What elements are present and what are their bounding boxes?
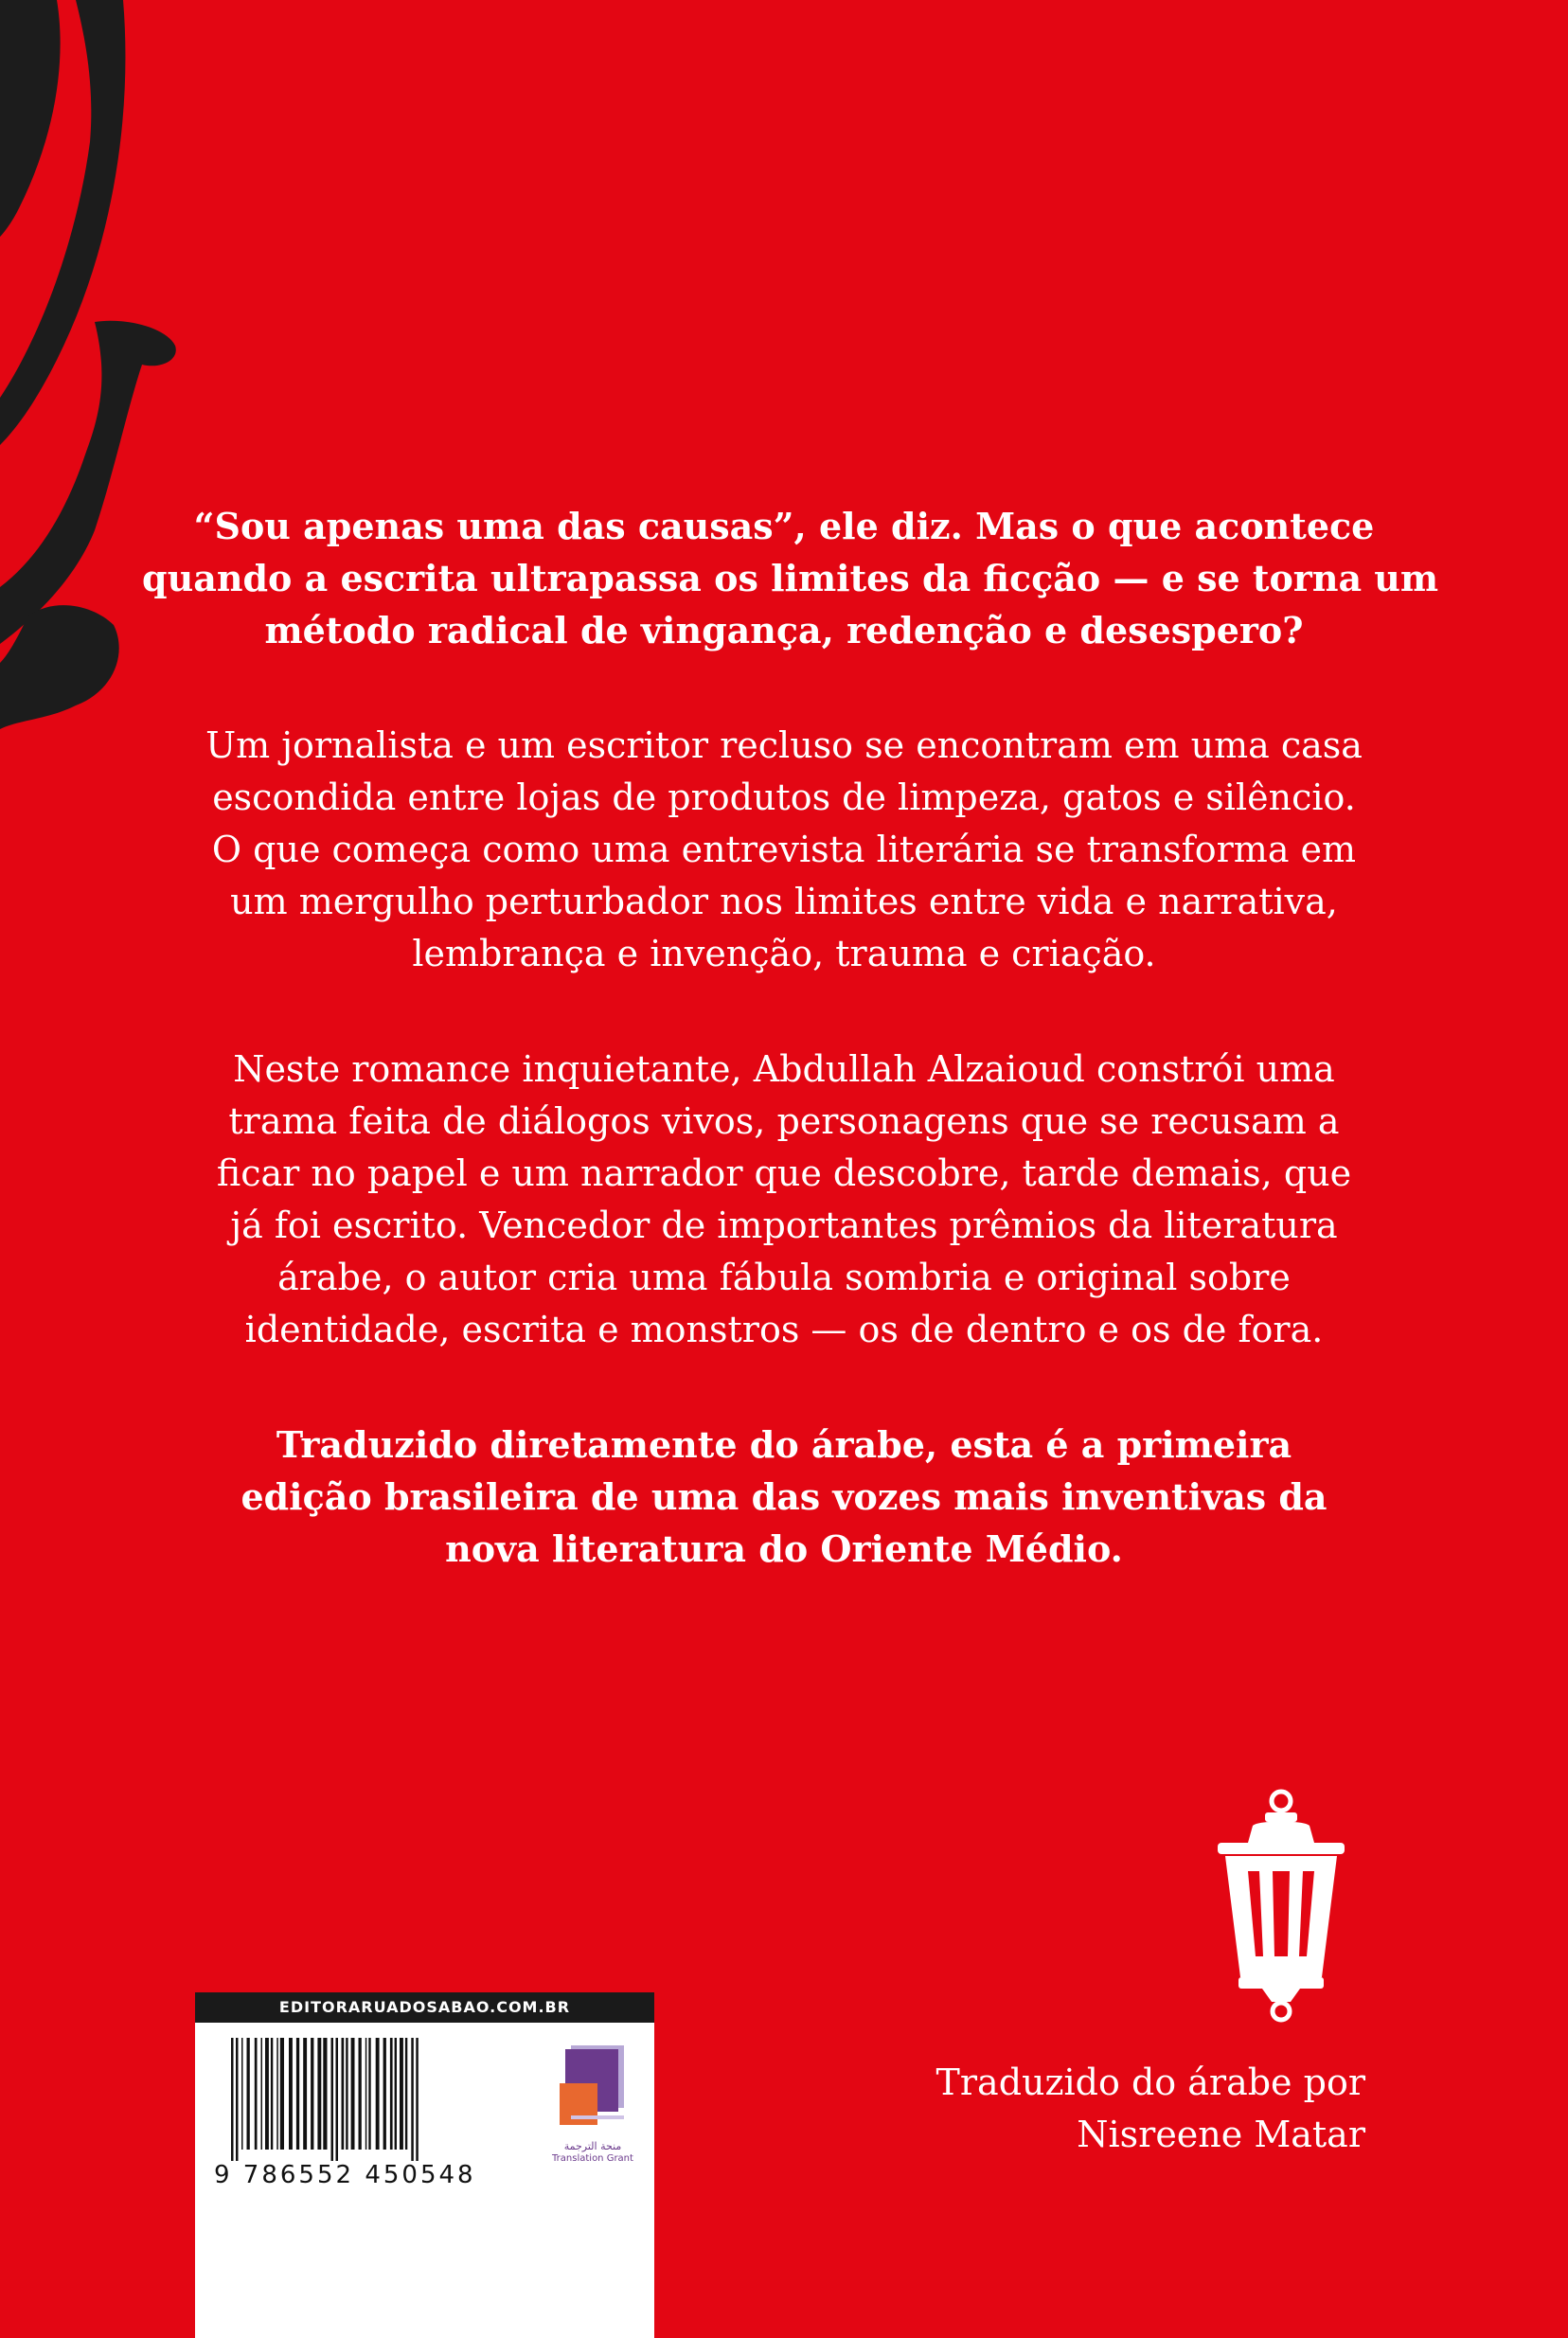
intro-line: “Sou apenas uma das causas”, ele diz. Mas o que acontece <box>193 505 1375 547</box>
barcode-bar <box>336 2038 339 2161</box>
grant-label-english: Translation Grant <box>552 2153 633 2164</box>
author-line: já foi escrito. Vencedor de importantes prêmios da literatura <box>230 1205 1338 1246</box>
barcode-bar <box>303 2038 307 2150</box>
closing-line: nova literatura do Oriente Médio. <box>445 1527 1123 1570</box>
author-line: árabe, o autor cria uma fábula sombria e original sobre <box>277 1257 1291 1298</box>
barcode-bar <box>405 2038 407 2150</box>
closing-line: edição brasileira de uma das vozes mais inventivas da <box>241 1475 1327 1518</box>
author-line: trama feita de diálogos vivos, personagens que se recusam a <box>228 1100 1340 1142</box>
barcode-bar <box>236 2038 239 2161</box>
author-paragraph <box>142 1044 1426 1356</box>
barcode-bar <box>271 2038 273 2150</box>
author-line: ficar no papel e um narrador que descobre, tarde demais, que <box>216 1152 1352 1194</box>
synopsis-line: O que começa como uma entrevista literária se transforma em <box>211 829 1357 870</box>
barcode-bar <box>311 2038 313 2150</box>
isbn-barcode <box>214 2038 536 2161</box>
closing-paragraph <box>142 1419 1426 1575</box>
synopsis-line: escondida entre lojas de produtos de limpeza, gatos e silêncio. <box>212 776 1356 818</box>
barcode-bar <box>280 2038 284 2150</box>
translator-name: Nisreene Matar <box>1077 2114 1365 2155</box>
barcode-bar <box>241 2038 243 2150</box>
barcode-bar <box>416 2038 419 2161</box>
barcode-bar <box>342 2038 345 2150</box>
translation-grant-logo <box>547 2042 638 2165</box>
translator-credit <box>936 2057 1365 2161</box>
barcode-bar <box>296 2038 299 2150</box>
closing-line: Traduzido diretamente do árabe, esta é a primeira <box>276 1423 1292 1466</box>
isbn-number: 9 786552 450548 <box>214 2161 476 2189</box>
barcode-bar <box>231 2038 234 2161</box>
barcode-bar <box>376 2038 380 2150</box>
intro-line: método radical de vingança, redenção e desespero? <box>264 609 1304 651</box>
barcode-bar <box>265 2038 269 2150</box>
barcode-panel <box>195 1992 654 2338</box>
barcode-bar <box>383 2038 386 2150</box>
translator-label: Traduzido do árabe por <box>935 2061 1365 2103</box>
synopsis-line: lembrança e invenção, trauma e criação. <box>412 933 1156 974</box>
barcode-bar <box>323 2038 327 2150</box>
barcode-bar <box>411 2038 414 2161</box>
barcode-bar <box>261 2038 263 2150</box>
synopsis-line: Um jornalista e um escritor recluso se encontram em uma casa <box>205 724 1363 766</box>
barcode-bar <box>395 2038 397 2150</box>
synopsis-paragraph <box>142 720 1426 980</box>
book-icon <box>558 2042 628 2136</box>
barcode-bar <box>368 2038 370 2150</box>
barcode-bar <box>390 2038 393 2150</box>
author-line: identidade, escrita e monstros — os de dentro e os de fora. <box>244 1309 1324 1350</box>
barcode-bar <box>365 2038 367 2150</box>
barcode-bar <box>276 2038 278 2150</box>
barcode-bar <box>331 2038 334 2161</box>
author-line: Neste romance inquietante, Abdullah Alzaioud constrói uma <box>233 1048 1335 1090</box>
synopsis-line: um mergulho perturbador nos limites entre vida e narrativa, <box>230 881 1338 922</box>
barcode-bar <box>255 2038 258 2150</box>
intro-line: quando a escrita ultrapassa os limites da ficção — e se torna um <box>142 557 1439 599</box>
barcode-bar <box>351 2038 355 2150</box>
barcode-bar <box>346 2038 347 2150</box>
intro-paragraph <box>142 500 1439 656</box>
grant-label-arabic: منحة الترجمة <box>563 2140 622 2152</box>
barcode-bar <box>317 2038 321 2150</box>
barcode-bar <box>359 2038 362 2150</box>
barcode-bar <box>247 2038 250 2150</box>
barcode-bar <box>289 2038 293 2150</box>
barcode-bar <box>400 2038 403 2150</box>
lantern-icon <box>1210 1788 1352 2025</box>
publisher-website: EDITORARUADOSABAO.COM.BR <box>195 1992 654 2023</box>
